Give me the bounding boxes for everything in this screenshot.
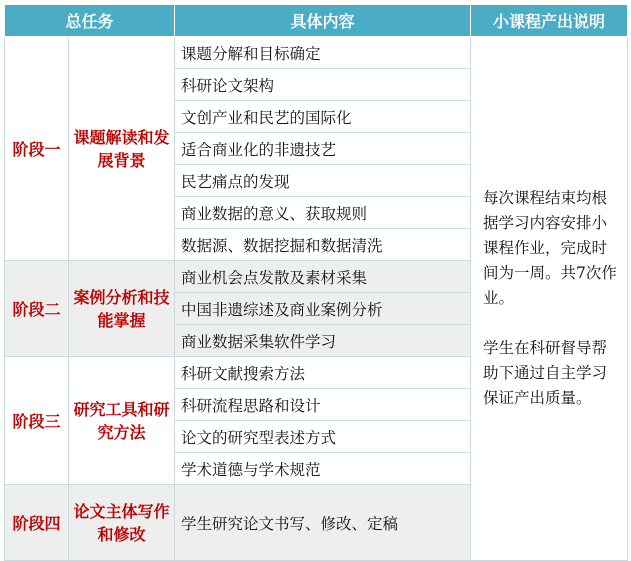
content-item: 科研论文架构 — [175, 69, 471, 101]
header-note: 小课程产出说明 — [471, 5, 628, 37]
phase-label: 阶段三 — [5, 357, 69, 485]
content-item: 商业数据的意义、获取规则 — [175, 197, 471, 229]
task-label: 课题解读和发展背景 — [69, 37, 175, 261]
task-label: 案例分析和技能掌握 — [69, 261, 175, 357]
phase-label: 阶段四 — [5, 485, 69, 561]
phase-label: 阶段一 — [5, 37, 69, 261]
content-item: 适合商业化的非遗技艺 — [175, 133, 471, 165]
header-task: 总任务 — [5, 5, 175, 37]
content-item: 科研文献搜索方法 — [175, 357, 471, 389]
output-note — [471, 37, 628, 561]
note-paragraph-1: 每次课程结束均根据学习内容安排小课程作业，完成时间为一周。共7次作业。 — [483, 189, 617, 307]
phase-label: 阶段二 — [5, 261, 69, 357]
content-item: 数据源、数据挖掘和数据清洗 — [175, 229, 471, 261]
course-plan-table-wrapper — [4, 4, 627, 561]
content-item: 论文的研究型表述方式 — [175, 421, 471, 453]
content-item: 商业数据采集软件学习 — [175, 325, 471, 357]
content-item: 中国非遗综述及商业案例分析 — [175, 293, 471, 325]
content-item: 学生研究论文书写、修改、定稿 — [175, 485, 471, 561]
course-plan-table — [4, 4, 628, 561]
content-item: 商业机会点发散及素材采集 — [175, 261, 471, 293]
note-paragraph-2: 学生在科研督导帮助下通过自主学习保证产出质量。 — [483, 339, 608, 407]
content-item: 学术道德与学术规范 — [175, 453, 471, 485]
content-item: 科研流程思路和设计 — [175, 389, 471, 421]
content-item: 课题分解和目标确定 — [175, 37, 471, 69]
header-row — [5, 5, 628, 37]
header-content: 具体内容 — [175, 5, 471, 37]
task-label: 研究工具和研究方法 — [69, 357, 175, 485]
task-label: 论文主体写作和修改 — [69, 485, 175, 561]
content-item: 文创产业和民艺的国际化 — [175, 101, 471, 133]
table-row — [5, 37, 628, 69]
content-item: 民艺痛点的发现 — [175, 165, 471, 197]
